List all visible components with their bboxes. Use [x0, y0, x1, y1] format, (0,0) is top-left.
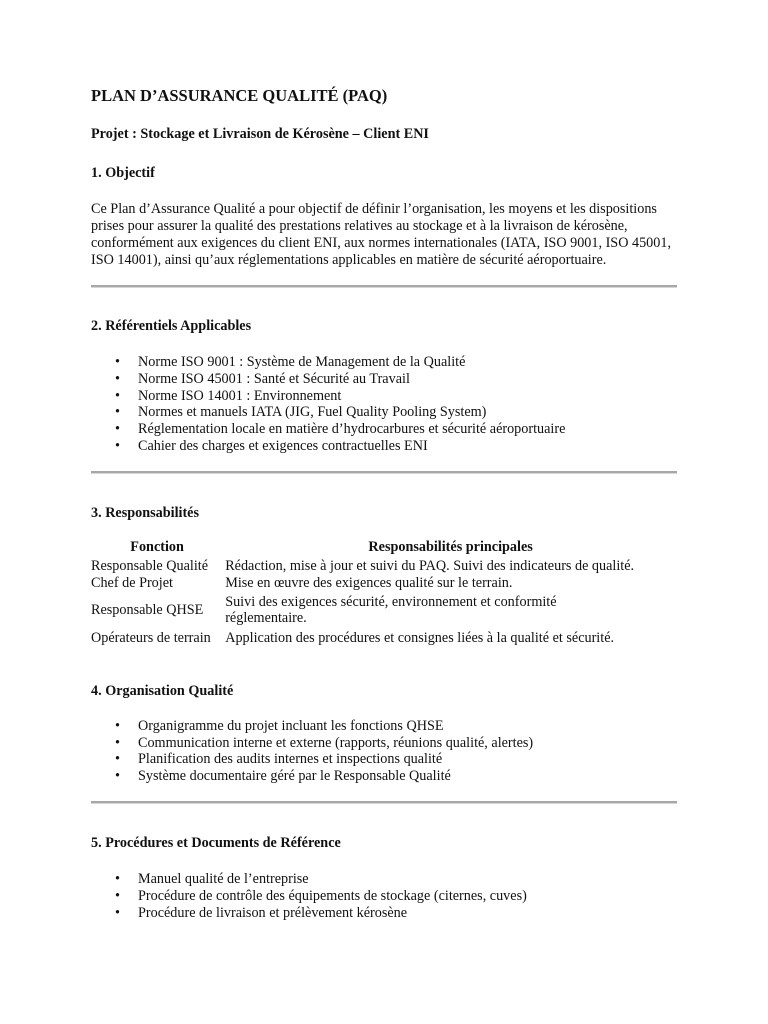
horizontal-rule [91, 801, 677, 804]
list-item: • Système documentaire géré par le Responsable Qualité [138, 768, 677, 785]
horizontal-rule [91, 285, 677, 288]
table-cell-fonction: Opérateurs de terrain [91, 630, 211, 647]
table-header-fonction: Fonction [130, 538, 184, 555]
document-subtitle: Projet : Stockage et Livraison de Kérosène – Client ENI [91, 126, 429, 142]
list-item: • Cahier des charges et exigences contractuelles ENI [138, 438, 677, 455]
section-4-list [91, 718, 677, 785]
list-item: • Norme ISO 45001 : Santé et Sécurité au Travail [138, 371, 677, 388]
document-title: PLAN D’ASSURANCE QUALITÉ (PAQ) [91, 86, 388, 105]
table-cell-responsabilites: Mise en œuvre des exigences qualité sur le terrain. [225, 575, 513, 592]
table-cell-fonction: Responsable Qualité [91, 557, 209, 574]
table-row [90, 592, 677, 629]
list-item: • Procédure de livraison et prélèvement kérosène [138, 905, 677, 922]
table-cell-fonction: Chef de Projet [91, 575, 173, 592]
section-4-heading: 4. Organisation Qualité [91, 682, 234, 699]
table-cell-responsabilites: Suivi des exigences sécurité, environnement et conformité réglementaire. [225, 594, 557, 627]
list-item: • Norme ISO 9001 : Système de Management de la Qualité [138, 354, 677, 371]
table-cell-responsabilites: Rédaction, mise à jour et suivi du PAQ. Suivi des indicateurs de qualité. [225, 557, 635, 574]
table-row [90, 575, 677, 592]
table-cell-responsabilites: Application des procédures et consignes liées à la qualité et sécurité. [225, 630, 615, 647]
list-item: • Planification des audits internes et inspections qualité [138, 751, 677, 768]
responsibilities-table [90, 538, 677, 648]
table-row [90, 629, 677, 648]
list-item: • Communication interne et externe (rapports, réunions qualité, alertes) [138, 735, 677, 752]
table-header-responsabilites: Responsabilités principales [368, 538, 533, 555]
section-1-paragraph: Ce Plan d’Assurance Qualité a pour objectif de définir l’organisation, les moyens et les dispositions prises pour assurer la qualité des prestations relatives au stockage et à la livraison de kérosène, conformément aux exigences du client ENI, aux normes internationales (IATA, ISO 9001, ISO 45001, ISO 14001), ainsi qu’aux réglementations applicables en matière de sécurité aéroportuaire. [91, 201, 672, 268]
section-2-list [91, 354, 677, 455]
list-item: • Manuel qualité de l’entreprise [138, 871, 677, 888]
section-5-list [91, 871, 677, 921]
list-item: • Normes et manuels IATA (JIG, Fuel Quality Pooling System) [138, 404, 677, 421]
horizontal-rule [91, 471, 677, 474]
list-item: • Norme ISO 14001 : Environnement [138, 388, 677, 405]
section-3-heading: 3. Responsabilités [91, 504, 199, 521]
table-header-row [90, 538, 677, 557]
table-cell-fonction: Responsable QHSE [91, 602, 204, 619]
section-1-heading: 1. Objectif [91, 165, 155, 181]
section-2-heading: 2. Référentiels Applicables [91, 318, 252, 334]
list-item: • Organigramme du projet incluant les fonctions QHSE [138, 718, 677, 735]
table-row [90, 557, 677, 575]
list-item: • Procédure de contrôle des équipements de stockage (citernes, cuves) [138, 888, 677, 905]
section-5-heading: 5. Procédures et Documents de Référence [91, 834, 341, 851]
list-item: • Réglementation locale en matière d’hydrocarbures et sécurité aéroportuaire [138, 421, 677, 438]
